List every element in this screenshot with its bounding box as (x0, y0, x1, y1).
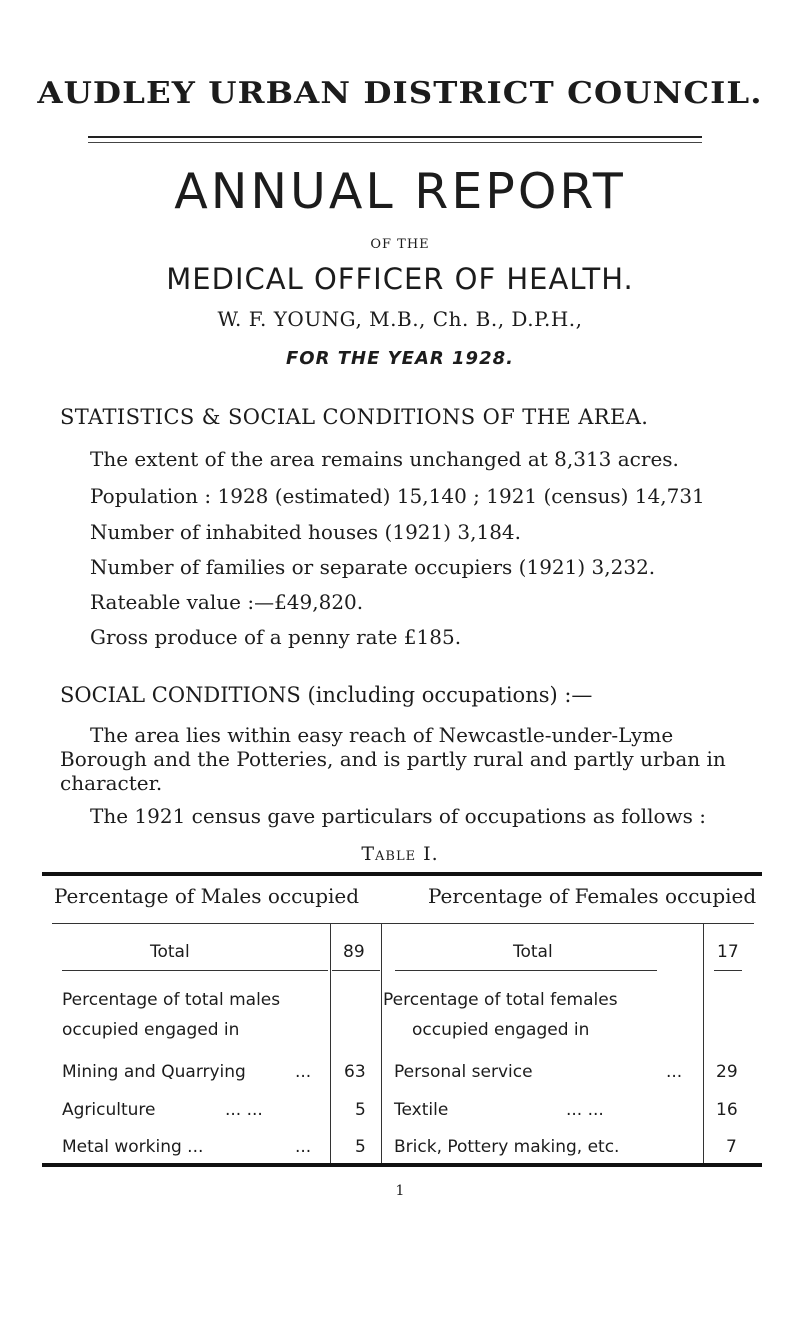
female-percentage: 7 (726, 1137, 737, 1157)
females-total-value: 17 (717, 942, 739, 962)
males-subheading-2: occupied engaged in (62, 1020, 240, 1040)
female-occupation: Personal service (394, 1062, 533, 1082)
male-percentage: 63 (344, 1062, 366, 1082)
table-bottom-rule (42, 1163, 762, 1167)
leader-dots: ... ... (566, 1100, 604, 1120)
male-percentage: 5 (355, 1100, 366, 1120)
report-title: ANNUAL REPORT (174, 163, 626, 220)
stat-line: Gross produce of a penny rate £185. (90, 625, 462, 649)
males-value-rule (332, 970, 380, 971)
male-percentage: 5 (355, 1137, 366, 1157)
leader-dots: ... ... (225, 1100, 263, 1120)
females-subheading-2: occupied engaged in (412, 1020, 590, 1040)
males-header: Percentage of Males occupied (54, 884, 360, 908)
author-line: W. F. YOUNG, M.B., Ch. B., D.P.H., (217, 307, 583, 331)
male-occupation: Metal working ... (62, 1137, 204, 1157)
females-value-rule (714, 970, 742, 971)
title-rule (88, 136, 702, 138)
social-paragraph: The area lies within easy reach of Newcastle-under-Lyme Borough and the Potteries, and is partly rural and partly urban in character. (60, 723, 726, 795)
males-subheading-1: Percentage of total males (62, 990, 281, 1010)
males-total-rule (62, 970, 328, 971)
report-year: FOR THE YEAR 1928. (286, 348, 514, 369)
of-the-text: OF THE (370, 237, 430, 252)
females-header: Percentage of Females occupied (428, 884, 757, 908)
table-header-rule (52, 923, 754, 924)
column-divider (703, 923, 704, 1164)
females-subheading-1: Percentage of total females (383, 990, 618, 1010)
females-total-rule (395, 970, 657, 971)
occupations-intro: The 1921 census gave particulars of occupations as follows : (90, 804, 707, 828)
males-total-label: Total (150, 942, 190, 962)
female-percentage: 29 (716, 1062, 738, 1082)
females-total-label: Total (513, 942, 553, 962)
leader-dots: ... (295, 1062, 312, 1082)
statistics-heading: STATISTICS & SOCIAL CONDITIONS OF THE AREA. (60, 405, 649, 429)
page-number: 1 (395, 1183, 405, 1199)
male-occupation: Agriculture (62, 1100, 156, 1120)
stat-line: The extent of the area remains unchanged at 8,313 acres. (90, 447, 679, 471)
female-occupation: Brick, Pottery making, etc. (394, 1137, 620, 1157)
female-percentage: 16 (716, 1100, 738, 1120)
title-rule-thin (88, 142, 702, 143)
leader-dots: ... (666, 1062, 683, 1082)
council-title: AUDLEY URBAN DISTRICT COUNCIL. (37, 76, 763, 111)
stat-line: Number of inhabited houses (1921) 3,184. (90, 520, 522, 544)
males-total-value: 89 (343, 942, 365, 962)
officer-title: MEDICAL OFFICER OF HEALTH. (166, 262, 634, 296)
column-divider (381, 923, 382, 1164)
social-heading: SOCIAL CONDITIONS (including occupations) :— (60, 683, 593, 707)
female-occupation: Textile (394, 1100, 449, 1120)
leader-dots: ... (295, 1137, 312, 1157)
column-divider (330, 923, 331, 1164)
stat-line: Rateable value :—£49,820. (90, 590, 364, 614)
table-top-rule (42, 872, 762, 876)
stat-line: Population : 1928 (estimated) 15,140 ; 1921 (census) 14,731 (90, 484, 705, 508)
male-occupation: Mining and Quarrying (62, 1062, 246, 1082)
stat-line: Number of families or separate occupiers (1921) 3,232. (90, 555, 656, 579)
table-caption: Table I. (361, 843, 439, 865)
